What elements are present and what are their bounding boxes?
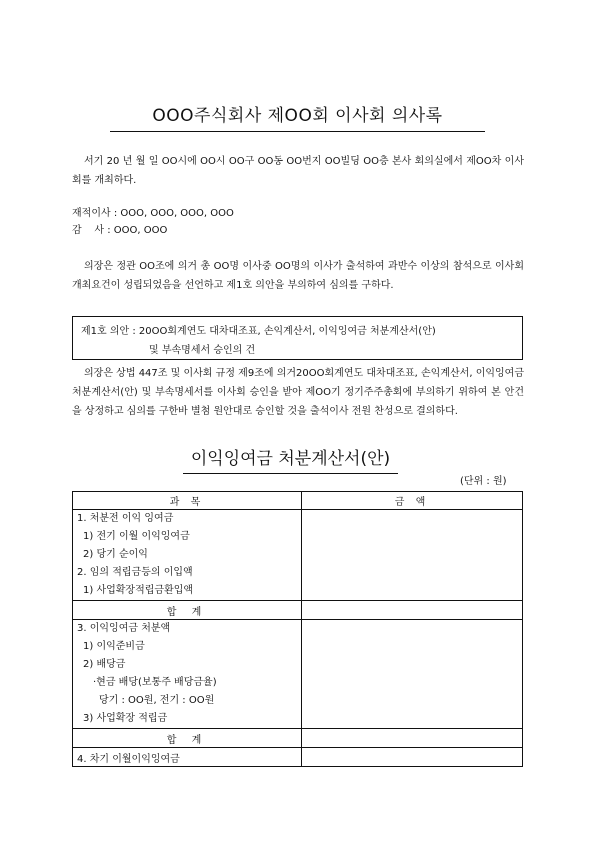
- agenda-line-2: 및 부속명세서 승인의 건: [149, 345, 256, 356]
- list-item: 2) 당기 순이익: [83, 549, 148, 560]
- section1-items: [73, 510, 302, 601]
- subtotal2-label: 합 계: [73, 729, 302, 748]
- agenda-line-1: 제1호 의안 : 20OO회계연도 대차대조표, 손익계산서, 이익잉여금 처분계산서(안): [81, 326, 436, 337]
- retained-earnings-table: [72, 491, 523, 767]
- list-item: 1. 처분전 이익 잉여금: [77, 513, 174, 524]
- list-item: 2) 배당금: [83, 659, 126, 670]
- list-item: 1) 전기 이월 이익잉여금: [83, 531, 190, 542]
- agenda-box: [72, 316, 523, 360]
- list-item: 당기 : OO원, 전기 : OO원: [99, 695, 215, 706]
- section2-row: [73, 620, 523, 729]
- header-amount: 금 액: [302, 492, 523, 510]
- directors-line: 재적이사 : OOO, OOO, OOO, OOO: [72, 208, 234, 219]
- subtotal1-amount: [302, 601, 523, 620]
- header-item: 과 목: [73, 492, 302, 510]
- section2-items: [73, 620, 302, 729]
- document-title: OOO주식회사 제OO회 이사회 의사록: [110, 101, 485, 132]
- carryover-label: 4. 차기 이월이익잉여금: [73, 748, 302, 767]
- statement-title: 이익잉여금 처분계산서(안): [183, 444, 398, 474]
- list-item: 3. 이익잉여금 처분액: [77, 623, 171, 634]
- table-header-row: [73, 492, 523, 510]
- opening-paragraph: 서기 20 년 월 일 OO시에 OO시 OO구 OO동 OO번지 OO빌딩 OO층 본사 회의실에서 제OO차 이사회를 개최하다.: [72, 156, 524, 186]
- list-item: 1) 사업확장적립금환입액: [83, 585, 194, 596]
- subtotal1-label: 합 계: [73, 601, 302, 620]
- list-item: ·현금 배당(보통주 배당금율): [93, 677, 217, 688]
- quorum-paragraph: 의장은 정관 OO조에 의거 총 OO명 이사중 OO명의 이사가 출석하여 과반수 이상의 참석으로 이사회 개최요건이 성립되었음을 선언하고 제1호 의안을 부의하여 심의를 구하다.: [72, 261, 524, 291]
- resolution-paragraph: 의장은 상법 447조 및 이사회 규정 제9조에 의거20OO회계연도 대차대조표, 손익계산서, 이익잉여금 처분계산서(안) 및 부속명세서를 이사회 승인을 받아 제OO기 정기주주총회에 부의하기 위하여 본 안건을 상정하고 심의를 구한바 별첨 원안대로 승인할 것을 출석이사 전원 찬성으로 결의하다.: [72, 368, 524, 417]
- subtotal2-amount: [302, 729, 523, 748]
- unit-label: (단위 : 원): [460, 476, 507, 487]
- section1-amount: [302, 510, 523, 601]
- subtotal1-row: [73, 601, 523, 620]
- carryover-row: [73, 748, 523, 767]
- section1-row: [73, 510, 523, 601]
- carryover-amount: [302, 748, 523, 767]
- list-item: 2. 임의 적립금등의 이입액: [77, 567, 193, 578]
- list-item: 1) 이익준비금: [83, 641, 145, 652]
- subtotal2-row: [73, 729, 523, 748]
- section2-amount: [302, 620, 523, 729]
- auditors-line: 감 사 : OOO, OOO: [72, 225, 168, 236]
- list-item: 3) 사업확장 적립금: [83, 713, 168, 724]
